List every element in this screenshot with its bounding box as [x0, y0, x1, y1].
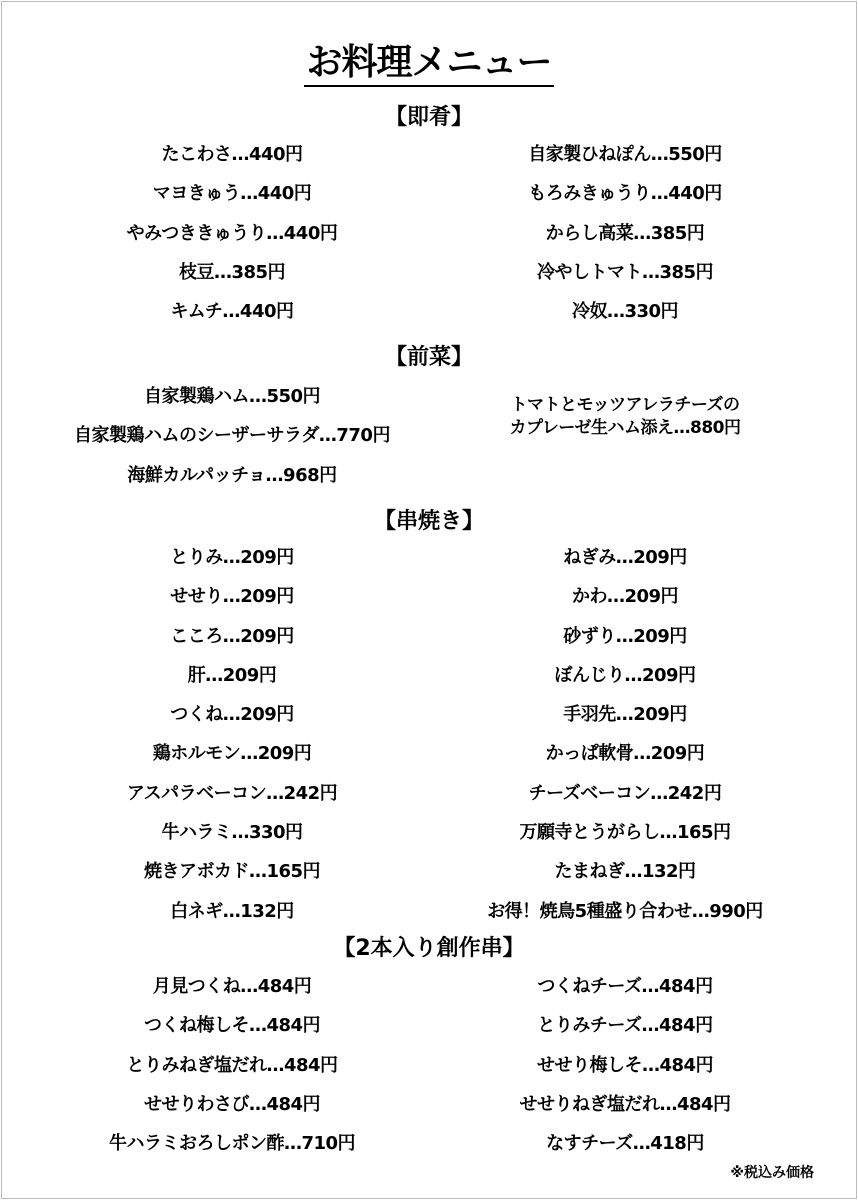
- menu-item: アスパラベーコン…242円: [126, 782, 338, 804]
- kushiyaki-left-column: [20, 538, 444, 931]
- menu-item: せせりねぎ塩だれ…484円: [519, 1093, 731, 1115]
- menu-item: 手羽先…209円: [563, 704, 687, 726]
- menu-item: もろみきゅうり…440円: [528, 183, 722, 205]
- menu-title-wrap: [0, 34, 858, 85]
- section-header-sokusaka: 【即肴】: [384, 105, 473, 130]
- section-header-sousaku-kushi: 【2本入り創作串】: [333, 936, 525, 961]
- zensai-right-column: [434, 394, 816, 440]
- menu-item-line: カプレーゼ生ハム添え…880円: [509, 418, 741, 438]
- menu-item: マヨきゅう…440円: [152, 183, 312, 205]
- menu-item: キムチ…440円: [170, 301, 294, 323]
- menu-item: 牛ハラミ…330円: [161, 822, 303, 844]
- menu-item: 万願寺とうがらし…165円: [519, 822, 731, 844]
- menu-item: とりみチーズ…484円: [537, 1015, 713, 1037]
- sousaku-left-column: [20, 967, 444, 1163]
- section-header-kushiyaki: 【串焼き】: [373, 509, 484, 534]
- menu-item: とりみねぎ塩だれ…484円: [126, 1054, 338, 1076]
- menu-item: たまねぎ…132円: [554, 861, 696, 883]
- menu-item-line: トマトとモッツアレラチーズの: [510, 395, 740, 415]
- menu-item: 焼きアボカド…165円: [143, 861, 321, 883]
- sokusaka-right-column: [434, 135, 816, 331]
- menu-item: 肝…209円: [187, 664, 277, 686]
- menu-item: かわ…209円: [571, 586, 679, 608]
- menu-item: こころ…209円: [170, 625, 294, 647]
- menu-item: やみつききゅうり…440円: [126, 222, 338, 244]
- menu-item: せせり…209円: [170, 586, 294, 608]
- menu-item: 冷奴…330円: [571, 301, 679, 323]
- menu-item: かっぱ軟骨…209円: [545, 743, 705, 765]
- tax-included-note: ※税込み価格: [730, 1165, 814, 1181]
- menu-item: 自家製ひねぽん…550円: [528, 144, 722, 165]
- menu-item: つくねチーズ…484円: [537, 976, 713, 997]
- section-header-zensai: 【前菜】: [384, 345, 473, 370]
- menu-item: つくね梅しそ…484円: [143, 1015, 321, 1037]
- menu-item: 白ネギ…132円: [170, 900, 294, 922]
- menu-item: とりみ…209円: [170, 547, 294, 568]
- menu-item: 自家製鶏ハム…550円: [143, 386, 321, 407]
- menu-item: 砂ずり…209円: [563, 625, 687, 647]
- menu-item: 牛ハラミおろしポン酢…710円: [108, 1133, 356, 1155]
- kushiyaki-right-column: [434, 538, 816, 931]
- menu-item: たこわさ…440円: [161, 144, 303, 165]
- menu-item: せせり梅しそ…484円: [536, 1054, 714, 1076]
- menu-item: なすチーズ…418円: [546, 1133, 704, 1155]
- menu-item: お得！焼鳥5種盛り合わせ…990円: [487, 900, 763, 922]
- menu-item: 枝豆…385円: [178, 261, 286, 283]
- menu-item: チーズベーコン…242円: [528, 782, 722, 804]
- menu-item: 自家製鶏ハムのシーザーサラダ…770円: [74, 425, 390, 447]
- sousaku-right-column: [434, 967, 816, 1163]
- menu-item: せせりわさび…484円: [143, 1093, 321, 1115]
- menu-item: つくね…209円: [170, 704, 294, 726]
- menu-item: ぼんじり…209円: [554, 664, 696, 686]
- menu-item: 鶏ホルモン…209円: [152, 743, 312, 765]
- menu-item: からし高菜…385円: [545, 222, 705, 244]
- menu-title: お料理メニュー: [304, 42, 553, 87]
- menu-item: 海鮮カルパッチョ…968円: [127, 464, 337, 486]
- menu-item: 冷やしトマト…385円: [536, 261, 714, 283]
- zensai-left-column: [20, 377, 444, 495]
- menu-item: ねぎみ…209円: [563, 547, 687, 568]
- sokusaka-left-column: [20, 135, 444, 331]
- menu-item: 月見つくね…484円: [152, 976, 312, 997]
